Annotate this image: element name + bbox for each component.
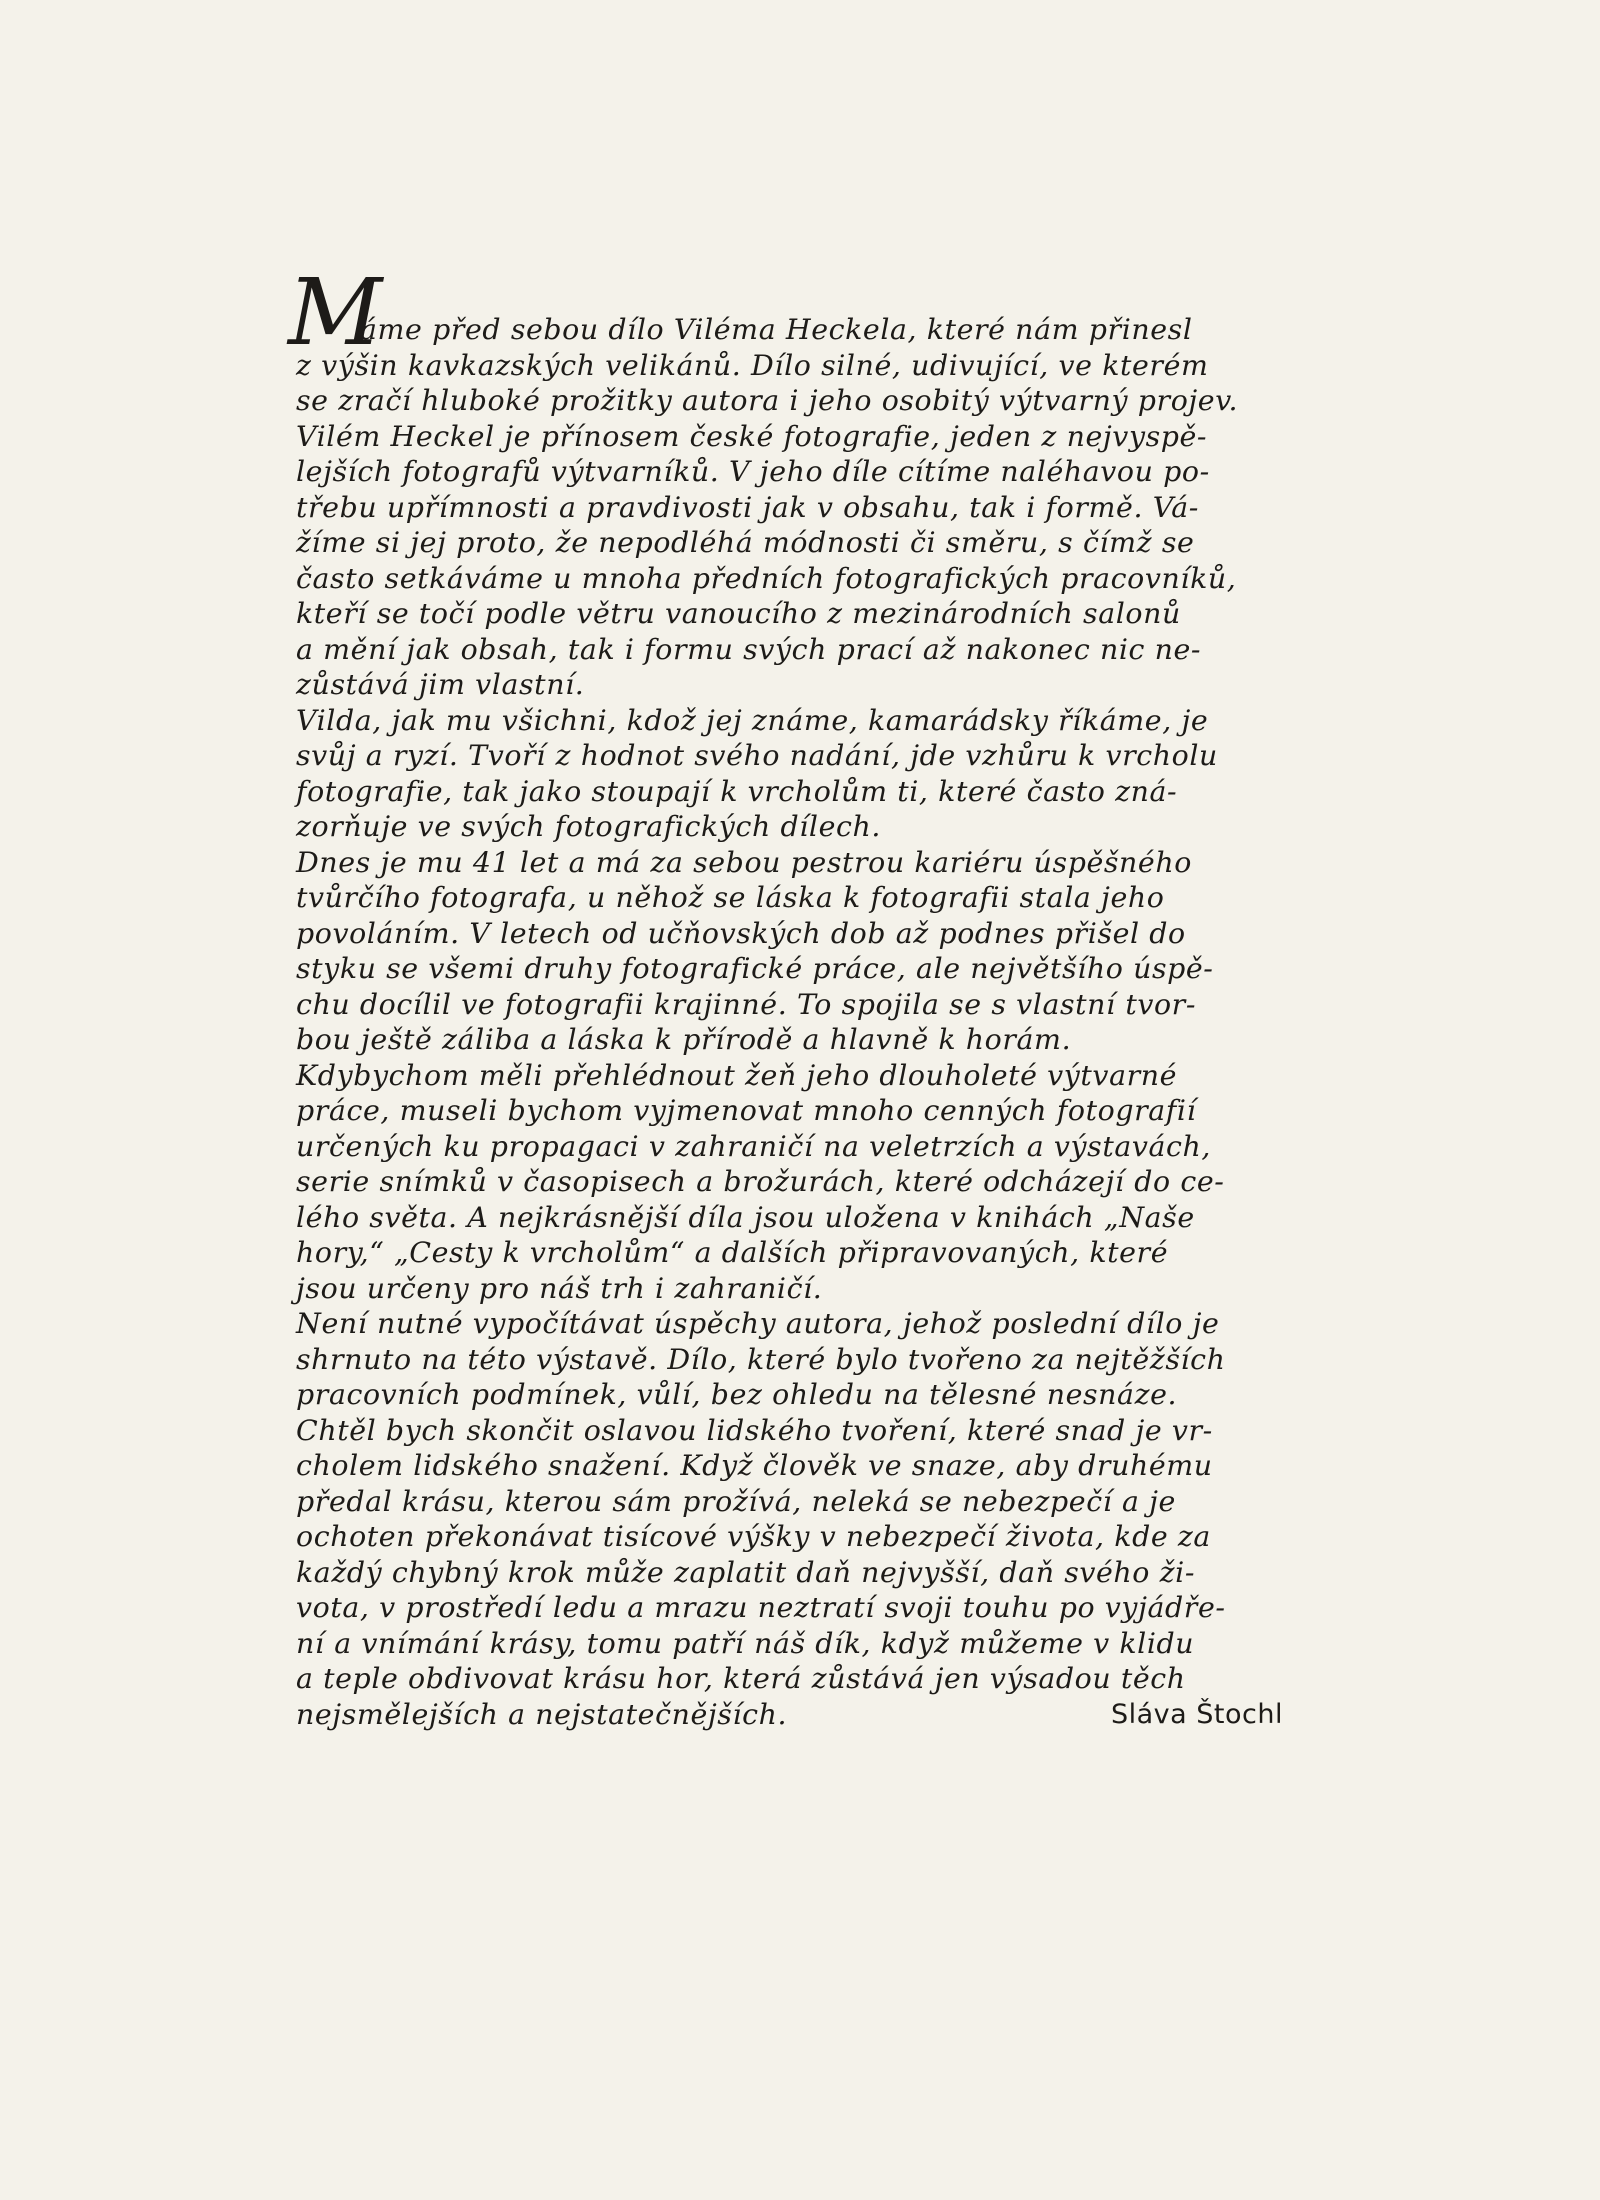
text-line: hory,“ „Cesty k vrcholům“ a dalších připravovaných, které	[296, 1236, 1169, 1269]
drop-cap-initial: M	[288, 259, 383, 366]
text-line: Kdybychom měli přehlédnout žeň jeho dlouholeté výtvarné	[296, 1058, 1178, 1092]
body-text	[288, 259, 1348, 1732]
text-line: svůj a ryzí. Tvoří z hodnot svého nadání, jde vzhůru k vrcholu	[296, 739, 1218, 772]
text-line: ní a vnímání krásy, tomu patří náš dík, když můžeme v klidu	[296, 1626, 1195, 1660]
text-line: chu docílil ve fotografii krajinné. To spojila se s vlastní tvor-	[296, 987, 1197, 1021]
text-line: vota, v prostředí ledu a mrazu neztratí svoji touhu po vyjádře-	[296, 1591, 1226, 1624]
author-signature: Sláva Štochl	[1111, 1698, 1283, 1730]
text-line: bou ještě záliba a láska k přírodě a hlavně k horám.	[296, 1023, 1072, 1056]
text-line-content: nejsmělejších a nejstatečnějších.	[296, 1697, 788, 1731]
text-line: Vilda, jak mu všichni, kdož jej známe, kamarádsky říkáme, je	[296, 703, 1209, 737]
text-line: Dnes je mu 41 let a má za sebou pestrou kariéru úspěšného	[296, 845, 1192, 879]
text-line: předal krásu, kterou sám prožívá, neleká se nebezpečí a je	[296, 1484, 1176, 1518]
text-line	[296, 1697, 1348, 1733]
text-line: kteří se točí podle větru vanoucího z mezinárodních salonů	[296, 597, 1181, 630]
text-line: často setkáváme u mnoha předních fotografických pracovníků,	[296, 561, 1237, 595]
text-line: zůstává jim vlastní.	[296, 668, 585, 701]
text-line: cholem lidského snažení. Když člověk ve snaze, aby druhému	[296, 1449, 1213, 1482]
text-line: shrnuto na této výstavě. Dílo, které bylo tvořeno za nejtěžších	[296, 1342, 1226, 1376]
text-line: Není nutné vypočítávat úspěchy autora, jehož poslední dílo je	[296, 1307, 1220, 1340]
text-line: určených ku propagaci v zahraničí na veletrzích a výstavách,	[296, 1129, 1212, 1163]
text-line: a mění jak obsah, tak i formu svých prací až nakonec nic ne-	[296, 632, 1202, 666]
text-line: Vilém Heckel je přínosem české fotografie, jeden z nejvyspě-	[296, 419, 1208, 453]
text-line: ochoten překonávat tisícové výšky v nebezpečí života, kde za	[296, 1520, 1211, 1553]
text-line: žíme si jej proto, že nepodléhá módnosti či směru, s čímž se	[296, 526, 1195, 559]
text-line: Chtěl bych skončit oslavou lidského tvoření, které snad je vr-	[296, 1413, 1213, 1447]
text-line: třebu upřímnosti a pravdivosti jak v obsahu, tak i formě. Vá-	[296, 490, 1199, 524]
text-line: práce, museli bychom vyjmenovat mnoho cenných fotografií	[296, 1094, 1197, 1127]
text-line: se zračí hluboké prožitky autora i jeho osobitý výtvarný projev.	[296, 384, 1239, 417]
text-line: povoláním. V letech od učňovských dob až podnes přišel do	[296, 916, 1186, 950]
text-line: lého světa. A nejkrásnější díla jsou uložena v knihách „Naše	[296, 1200, 1195, 1234]
text-line: jsou určeny pro náš trh i zahraničí.	[296, 1271, 823, 1305]
text-line: z výšin kavkazských velikánů. Dílo silné, udivující, ve kterém	[296, 348, 1209, 382]
text-line: zorňuje ve svých fotografických dílech.	[296, 810, 882, 843]
text-line: pracovních podmínek, vůlí, bez ohledu na tělesné nesnáze.	[296, 1378, 1178, 1411]
text-line-content: áme před sebou dílo Viléma Heckela, které nám přinesl	[360, 313, 1193, 346]
text-line: každý chybný krok může zaplatit daň nejvyšší, daň svého ži-	[296, 1555, 1196, 1589]
text-line: tvůrčího fotografa, u něhož se láska k fotografii stala jeho	[296, 881, 1165, 914]
text-line: a teple obdivovat krásu hor, která zůstává jen výsadou těch	[296, 1662, 1186, 1695]
text-line: lejších fotografů výtvarníků. V jeho díle cítíme naléhavou po-	[296, 455, 1210, 488]
text-line: fotografie, tak jako stoupají k vrcholům ti, které často zná-	[296, 774, 1178, 808]
text-line: styku se všemi druhy fotografické práce, ale největšího úspě-	[296, 952, 1214, 985]
text-line: serie snímků v časopisech a brožurách, které odcházejí do ce-	[296, 1165, 1225, 1198]
